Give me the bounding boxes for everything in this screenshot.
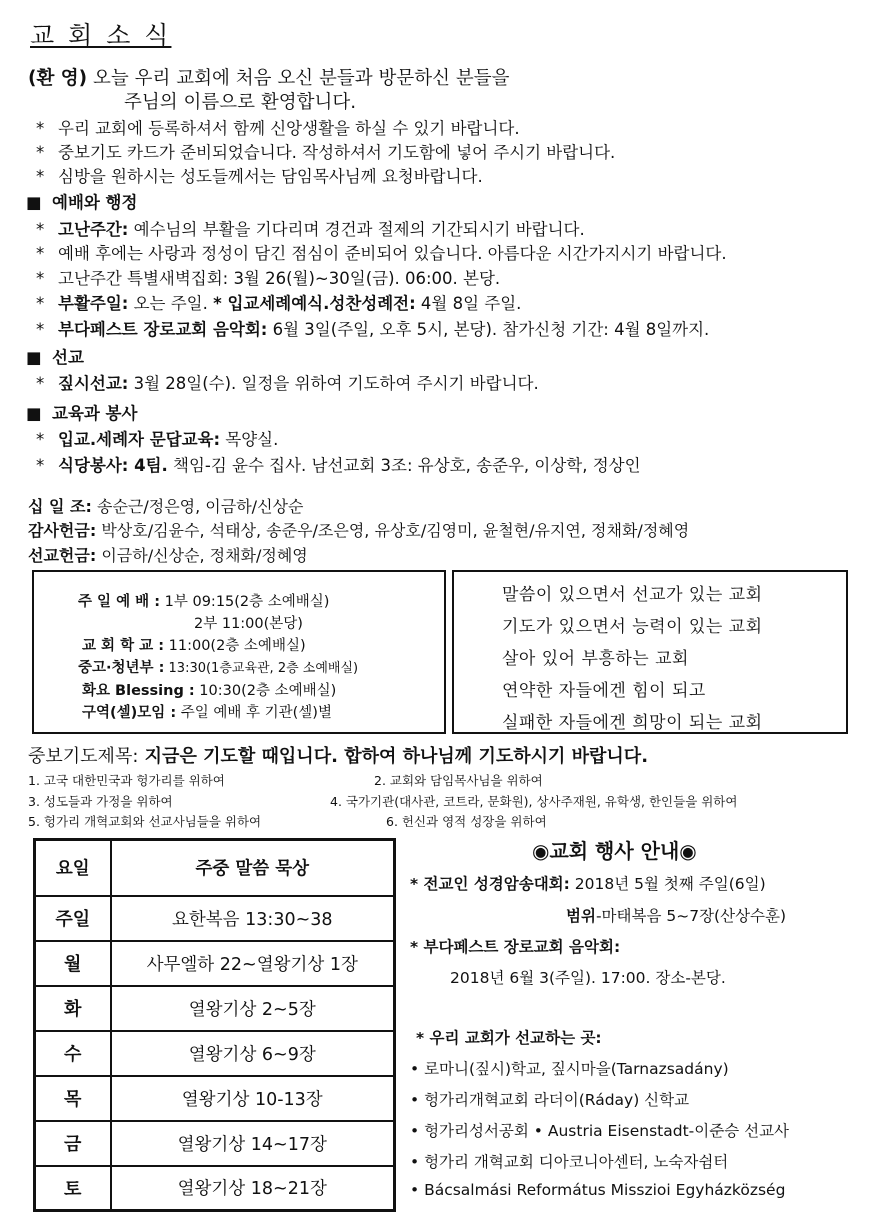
table-row [35, 986, 395, 1031]
reading-cell: 요한복음 13:30~38 [111, 896, 395, 941]
reading-cell: 열왕기상 10-13장 [111, 1076, 395, 1121]
day-cell: 주일 [35, 896, 111, 941]
prayer-heading: 중보기도제목: 지금은 기도할 때입니다. 합하여 하나님께 기도하시기 바랍니다. [28, 746, 649, 767]
prayer-item: 2. 교회와 담임목사님을 위하여 [374, 773, 543, 788]
mission-place: • 헝가리개혁교회 라더이(Ráday) 신학교 [410, 1091, 690, 1109]
day-cell: 금 [35, 1121, 111, 1166]
reading-cell: 사무엘하 22~열왕기상 1장 [111, 941, 395, 986]
page-title: 교 회 소 식 [30, 21, 172, 50]
church-motto-box [452, 570, 848, 734]
day-cell: 수 [35, 1031, 111, 1076]
offering-line: 감사헌금: 박상호/김윤수, 석태상, 송준우/조은영, 유상호/김영미, 윤철현/유지연, 정채화/정혜영 [28, 521, 690, 540]
mission-place: • 헝가리성서공회 • Austria Eisenstadt-이준승 선교사 [410, 1122, 790, 1140]
table-header-row [35, 840, 395, 896]
column-header-day: 요일 [35, 840, 111, 896]
worship-item: * 부활주일: 오는 주일. * 입교세례예식.성찬성례전: 4월 8일 주일. [36, 294, 522, 313]
education-item: * 입교.세례자 문답교육: 목양실. [36, 430, 279, 449]
day-cell: 월 [35, 941, 111, 986]
service-times-box [32, 570, 446, 734]
worship-item: * 예배 후에는 사랑과 정성이 담긴 점심이 준비되어 있습니다. 아름다운 시간가지시기 바랍니다. [36, 244, 727, 263]
service-line: 구역(셀)모임 : 주일 예배 후 기관(셀)별 [82, 705, 332, 721]
motto-line: 연약한 자들에겐 힘이 되고 [502, 681, 706, 701]
weekly-reading-table [33, 838, 396, 1212]
table-row [35, 1166, 395, 1211]
worship-item: * 부다페스트 장로교회 음악회: 6월 3일(주일, 오후 5시, 본당). 참가신청 기간: 4월 8일까지. [36, 320, 710, 339]
service-line: 화요 Blessing : 10:30(2층 소예배실) [82, 683, 337, 699]
event-item: * 전교인 성경암송대회: 2018년 5월 첫째 주일(6일) [410, 875, 766, 893]
welcome-text1: 오늘 우리 교회에 처음 오신 분들과 방문하신 분들을 [92, 68, 510, 89]
worship-item: * 고난주간: 예수님의 부활을 기다리며 경건과 절제의 기간되시기 바랍니다. [36, 220, 585, 239]
table-row [35, 1121, 395, 1166]
table-row [35, 1076, 395, 1121]
section-heading-worship: ■ 예배와 행정 [26, 193, 138, 212]
motto-line: 살아 있어 부흥하는 교회 [502, 649, 689, 669]
day-cell: 화 [35, 986, 111, 1031]
motto-line: 기도가 있으면서 능력이 있는 교회 [502, 617, 763, 637]
prayer-item: 5. 헝가리 개혁교회와 선교사님들을 위하여 [28, 814, 262, 829]
offering-line: 선교헌금: 이금하/신상순, 정채화/정혜영 [28, 546, 308, 565]
welcome-line1 [28, 64, 509, 90]
welcome-note: * 우리 교회에 등록하셔서 함께 신앙생활을 하실 수 있기 바랍니다. [36, 119, 520, 138]
reading-cell: 열왕기상 18~21장 [111, 1166, 395, 1211]
column-header-reading: 주중 말씀 묵상 [111, 840, 395, 896]
table-row [35, 1031, 395, 1076]
mission-item: * 짚시선교: 3월 28일(수). 일정을 위하여 기도하여 주시기 바랍니다. [36, 374, 539, 393]
motto-line: 실패한 자들에겐 희망이 되는 교회 [502, 713, 763, 733]
mission-place: • 헝가리 개혁교회 디아코니아센터, 노숙자쉼터 [410, 1153, 729, 1171]
reading-cell: 열왕기상 6~9장 [111, 1031, 395, 1076]
prayer-item: 3. 성도들과 가정을 위하여 [28, 794, 173, 809]
prayer-item: 6. 헌신과 영적 성장을 위하여 [386, 814, 547, 829]
prayer-item: 4. 국가기관(대사관, 코트라, 문화원), 상사주재원, 유학생, 한인들을 위하여 [330, 794, 738, 809]
day-cell: 목 [35, 1076, 111, 1121]
service-line: 주 일 예 배 : 1부 09:15(2층 소예배실) [78, 594, 330, 610]
events-heading: ◉교회 행사 안내◉ [532, 839, 697, 863]
education-item: * 식당봉사: 4팀. 책임-김 윤수 집사. 남선교회 3조: 유상호, 송준우, 이상학, 정상인 [36, 456, 641, 475]
event-item-sub: 2018년 6월 3(주일). 17:00. 장소-본당. [450, 969, 726, 987]
table-row [35, 941, 395, 986]
offering-line: 십 일 조: 송순근/정은영, 이금하/신상순 [28, 497, 304, 516]
welcome-note: * 심방을 원하시는 성도들께서는 담임목사님께 요청바랍니다. [36, 167, 483, 186]
service-line: 교 회 학 교 : 11:00(2층 소예배실) [82, 638, 306, 654]
motto-line: 말씀이 있으면서 선교가 있는 교회 [502, 585, 763, 605]
section-heading-mission: ■ 선교 [26, 348, 84, 367]
worship-item: * 고난주간 특별새벽집회: 3월 26(월)~30일(금). 06:00. 본당. [36, 269, 501, 288]
day-cell: 토 [35, 1166, 111, 1211]
service-line: 2부 11:00(본당) [194, 616, 303, 632]
event-item: * 부다페스트 장로교회 음악회: [410, 938, 621, 956]
event-item-sub: 범위-마태복음 5~7장(산상수훈) [566, 907, 787, 925]
service-line: 중고·청년부 : 13:30(1층교육관, 2층 소예배실) [78, 660, 359, 676]
table-row [35, 896, 395, 941]
section-heading-education: ■ 교육과 봉사 [26, 404, 138, 423]
mission-place: • Bácsalmási Református Misszioi Egyházközség [410, 1181, 786, 1199]
reading-cell: 열왕기상 2~5장 [111, 986, 395, 1031]
welcome-note: * 중보기도 카드가 준비되었습니다. 작성하셔서 기도함에 넣어 주시기 바랍니다. [36, 143, 616, 162]
welcome-label: (환 영) [28, 68, 88, 89]
reading-cell: 열왕기상 14~17장 [111, 1121, 395, 1166]
prayer-item: 1. 고국 대한민국과 헝가리를 위하여 [28, 773, 225, 788]
mission-places-heading: * 우리 교회가 선교하는 곳: [416, 1029, 602, 1047]
welcome-text2: 주님의 이름으로 환영합니다. [124, 92, 357, 113]
mission-place: • 로마니(짚시)학교, 짚시마을(Tarnazsadány) [410, 1060, 729, 1078]
